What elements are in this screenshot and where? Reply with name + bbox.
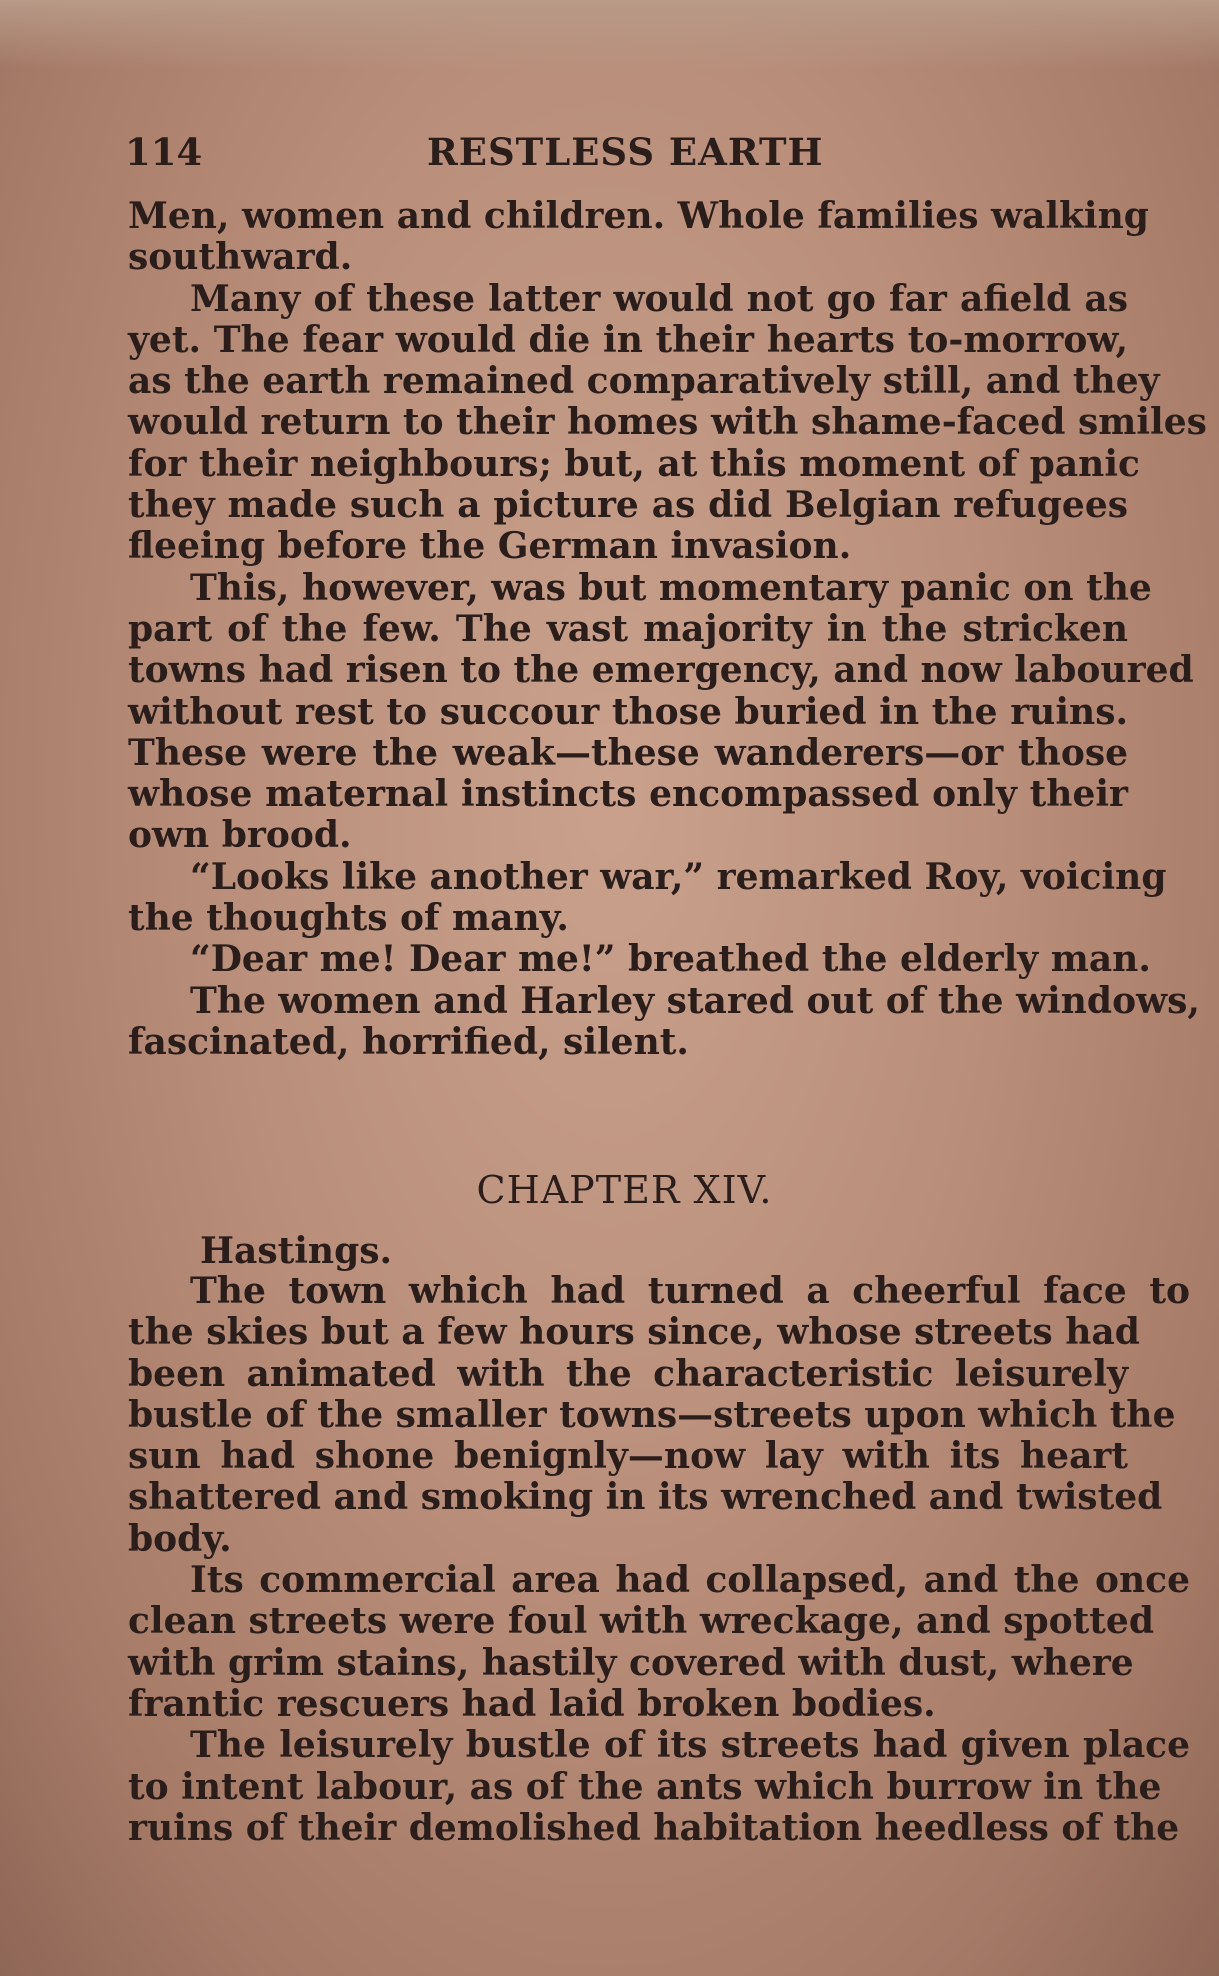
text-line: towns had risen to the emergency, and now laboured [128, 649, 1194, 692]
text-line: as the earth remained comparatively still, and they [128, 360, 1160, 403]
text-line: This, however, was but momentary panic on the [190, 566, 1152, 609]
text-line: to intent labour, as of the ants which burrow in the [128, 1765, 1162, 1808]
text-line: own brood. [128, 814, 352, 857]
text-line: for their neighbours; but, at this moment of panic [128, 442, 1140, 485]
text-line: sun had shone benignly—now lay with its heart [128, 1435, 1128, 1478]
text-line: These were the weak—these wanderers—or those [128, 731, 1128, 774]
text-line: fascinated, horrified, silent. [128, 1020, 689, 1063]
text-line: been animated with the characteristic leisurely [128, 1352, 1128, 1395]
text-line: would return to their homes with shame-faced smiles [128, 401, 1207, 444]
text-line: Its commercial area had collapsed, and the once [190, 1559, 1190, 1602]
text-line: with grim stains, hastily covered with dust, where [128, 1641, 1134, 1684]
body-text-section-1 [128, 195, 1207, 1063]
text-line: The town which had turned a cheerful face to [190, 1270, 1190, 1312]
text-line: clean streets were foul with wreckage, and spotted [128, 1600, 1154, 1643]
text-line: The women and Harley stared out of the windows, [190, 979, 1200, 1022]
text-line: the skies but a few hours since, whose streets had [128, 1311, 1140, 1354]
text-line: frantic rescuers had laid broken bodies. [128, 1682, 936, 1725]
text-line: Men, women and children. Whole families walking [128, 195, 1149, 237]
text-line: fleeing before the German invasion. [128, 525, 852, 568]
text-line: bustle of the smaller towns—streets upon which the [128, 1393, 1176, 1436]
text-line: the thoughts of many. [128, 897, 569, 940]
text-line: part of the few. The vast majority in the stricken [128, 607, 1128, 650]
text-line: Many of these latter would not go far afield as [190, 277, 1128, 320]
text-line: southward. [128, 236, 353, 279]
text-line: The leisurely bustle of its streets had given place [190, 1724, 1190, 1767]
page-number: 114 [125, 130, 203, 174]
text-line: they made such a picture as did Belgian refugees [128, 484, 1128, 527]
body-text-section-2 [128, 1270, 1190, 1849]
chapter-opening-line: Hastings. [200, 1230, 393, 1272]
text-line: “Dear me! Dear me!” breathed the elderly man. [190, 938, 1151, 981]
text-line: shattered and smoking in its wrenched and twisted [128, 1476, 1163, 1519]
chapter-heading: CHAPTER XIV. [476, 1168, 773, 1212]
text-line: body. [128, 1517, 232, 1560]
text-line: “Looks like another war,” remarked Roy, voicing [190, 855, 1167, 898]
text-line: whose maternal instincts encompassed only their [128, 773, 1128, 816]
text-line: ruins of their demolished habitation heedless of the [128, 1806, 1180, 1849]
text-line: without rest to succour those buried in the ruins. [128, 690, 1128, 733]
running-title: RESTLESS EARTH [427, 130, 824, 174]
page-header [125, 130, 825, 180]
text-line: yet. The fear would die in their hearts to-morrow, [128, 318, 1128, 361]
